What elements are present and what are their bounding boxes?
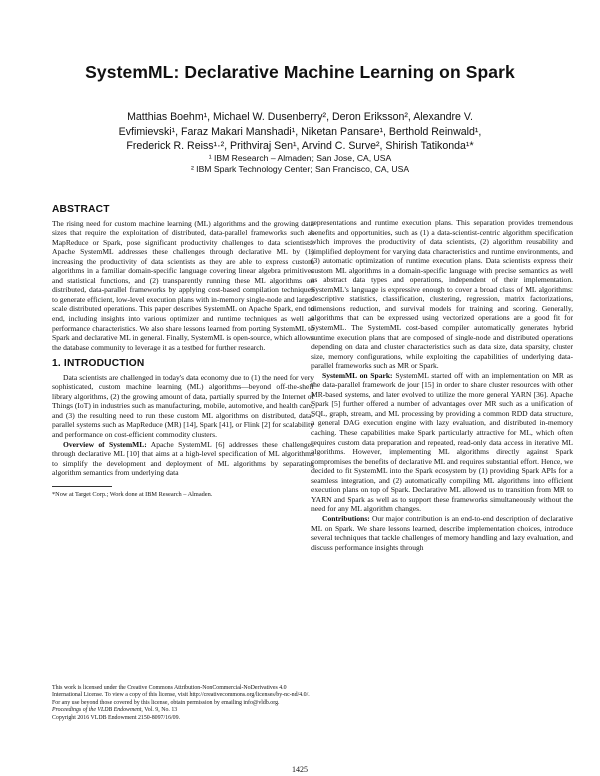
abstract-heading: ABSTRACT [52,204,110,215]
spark-runin-heading: SystemML on Spark: [322,370,393,380]
author-list [40,110,560,154]
proceedings-line [52,707,314,714]
author-line: Matthias Boehm¹, Michael W. Dusenberry², Deron Eriksson², Alexandre V. [127,111,473,123]
abstract-text: The rising need for custom machine learning (ML) algorithms and the growing data sizes that require the exploitation of distributed, data-parallel frameworks such as MapReduce or Spark, pose significant productivity challenges to data scientists. Apache SystemML addresses these challenges through declarative ML by (1) increasing the productivity of data scientists as they are able to express custom algorithms in a familiar domain-specific language covering linear algebra primitives and statistical functions, and (2) transparently running these ML algorithms on distributed, data-parallel frameworks by applying cost-based compilation techniques to generate efficient, low-level execution plans with in-memory single-node and large-scale distributed operations. This paper describes SystemML on Apache Spark, end to end, including insights into various optimizer and runtime techniques as well as performance characteristics. We also share lessons learned from porting SystemML to Spark and declarative ML in general. Finally, SystemML is open-source, which allows the database community to leverage it as a testbed for further research. [52,218,314,352]
author-line: Evfimievski¹, Faraz Makari Manshadi¹, Niketan Pansare¹, Berthold Reinwald¹, [118,125,482,138]
paper-title: SystemML: Declarative Machine Learning on Spark [85,62,515,82]
footnote-divider [52,486,112,487]
license-notice [52,685,314,722]
introduction-heading: 1. INTRODUCTION [52,358,145,370]
left-column [52,205,314,499]
affiliation: ¹ IBM Research – Almaden; San Jose, CA, USA [208,153,392,163]
right-column [311,218,573,552]
license-text: This work is licensed under the Creative Commons Attribution-NonCommercial-NoDerivatives 4.0 International License. To view a copy of this license, visit http://creativecommons.org/licenses/by-nc-nd/4.0/. For any use beyond those covered by this license, obtain permission by emailing info@vldb.org. [52,685,310,706]
author-line: Frederick R. Reiss¹·², Prithviraj Sen¹, Arvind C. Surve², Shirish Tatikonda¹* [126,140,474,152]
contributions-paragraph [311,514,573,552]
contributions-text: Our major contribution is an end-to-end description of declarative ML on Spark. We share lessons learned, describe implementation choices, introduce several techniques that tackle challenges of memory handling and lazy evaluation, and discuss performance insights through [311,513,573,552]
overview-text: Apache SystemML [6] addresses these challenges through declarative ML [10] that aims at a high-level specification of ML algorithms to simplify the development and deployment of ML algorithms by separating algorithm semantics from underlying data [52,439,314,478]
copyright-line: Copyright 2016 VLDB Endowment 2150-8097/16/09. [52,714,181,721]
body-paragraph: representations and runtime execution plans. This separation provides tremendous benefits and opportunities, such as (1) a data-scientist-centric algorithm specification which improves the productivity of data scientists, (2) algorithm reusability and simplified deployment for varying data characteristics and runtime environments, and (3) automatic optimization of runtime execution plans. Data scientists express their custom ML algorithms in a domain-specific language with precise semantics as well as abstract data types and operations, independent of their implementation. SystemML's language is expressive enough to cover a broad class of ML algorithms: descriptive statistics, classification, clustering, regression, matrix factorizations, dimensions reduction, and survival models for training and scoring. Generally, algorithms that can be expressed using vectorized operations are a good fit for SystemML. The SystemML cost-based compiler automatically generates hybrid runtime execution plans that are composed of single-node and distributed operations depending on data and cluster characteristics such as data size, data sparsity, cluster size, memory configurations, while exploiting the capabilities of underlying data-parallel frameworks such as MR or Spark. [311,218,573,371]
volume-info: Vol. 9, No. 13 [142,707,178,714]
affiliation: ² IBM Spark Technology Center; San Francisco, CA, USA [190,164,410,174]
spark-text: SystemML started off with an implementation on MR as the data-parallel framework de jour [15] in order to share cluster resources with other MR-based systems, and later evolved to utilize the more general YARN [36]. Apache Spark [5] further offered a number of advantages over MR such as a unification of SQL, graph, stream, and ML processing by providing a common RDD data structure, a general DAG execution engine with lazy evaluation, and distributed in-memory caching. These capabilities make Spark particularly attractive for ML, which often requires custom data preparation and repeated, read-only data access in iterative ML algorithms. However, implementing ML algorithms directly against Spark compromises the benefits of declarative ML and requires substantial effort. Hence, we decided to fit SystemML into the Spark ecosystem by (1) providing Spark APIs for a seamless integration, and (2) automatically compiling ML algorithms into efficient execution plans on top of Spark. Declarative ML allowed us to transition from MR to YARN and Spark as well as to support these frameworks simultaneously without the need for any ML algorithm changes. [311,370,573,514]
page-number: 1425 [292,765,308,774]
overview-paragraph [52,440,314,478]
spark-paragraph [311,371,573,514]
overview-runin-heading: Overview of SystemML: [63,439,147,449]
intro-paragraph: Data scientists are challenged in today's data economy due to (1) the need for very sophisticated, custom machine learning (ML) algorithms—beyond off-the-shelf library algorithms, (2) the growing amount of data, partially spurred by the Internet of Things (IoT) in industries such as manufacturing, mobile, automotive, and health care, and (3) the resulting need to run these custom ML algorithms on distributed, data-parallel systems such as MapReduce (MR) [14], Spark [41], or Flink [2] for scalability and performance on cost-efficient commodity clusters. [52,372,314,440]
affiliations [40,153,560,175]
proceedings-name: Proceedings of the VLDB Endowment, [52,707,143,714]
contributions-runin-heading: Contributions: [322,513,370,523]
footnote: *Now at Target Corp.; Work done at IBM Research – Almaden. [52,490,213,498]
